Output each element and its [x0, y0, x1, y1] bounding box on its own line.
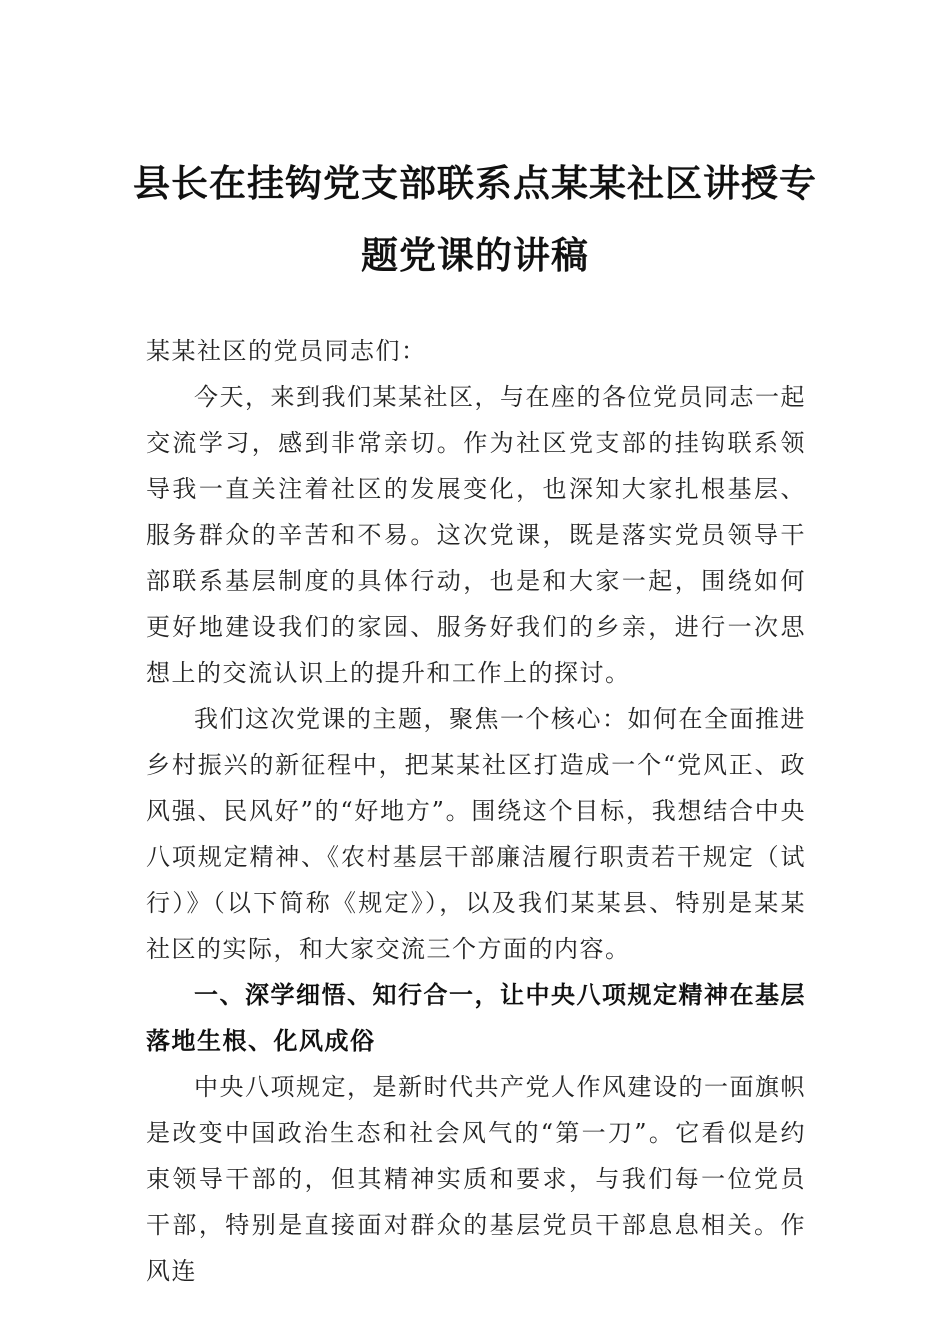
salutation: 某某社区的党员同志们： [146, 337, 427, 365]
paragraph-theme: 我们这次党课的主题，聚焦一个核心：如何在全面推进乡村振兴的新征程中，把某某社区打造成一个“党风正、政风强、民风好”的“好地方”。围绕这个目标，我想结合中央八项规定精神、《农村基层干部廉洁履行职责若干规定（试行）》（以下简称《规定》），以及我们某某县、特别是某某社区的实际，和大家交流三个方面的内容。 [146, 705, 806, 963]
document-title: 县长在挂钩党支部联系点某某社区讲授专题党课的讲稿 [133, 161, 817, 277]
section-heading-1: 一、深学细悟、知行合一，让中央八项规定精神在基层落地生根、化风成俗 [146, 981, 806, 1055]
paragraph-intro: 今天，来到我们某某社区，与在座的各位党员同志一起交流学习，感到非常亲切。作为社区党支部的挂钩联系领导我一直关注着社区的发展变化，也深知大家扎根基层、服务群众的辛苦和不易。这次党课，既是落实党员领导干部联系基层制度的具体行动，也是和大家一起，围绕如何更好地建设我们的家园、服务好我们的乡亲，进行一次思想上的交流认识上的提升和工作上的探讨。 [146, 383, 806, 687]
paragraph-section-1: 中央八项规定，是新时代共产党人作风建设的一面旗帜是改变中国政治生态和社会风气的“第一刀”。它看似是约束领导干部的，但其精神实质和要求，与我们每一位党员干部，特别是直接面对群众的基层党员干部息息相关。作风连 [146, 1073, 806, 1285]
